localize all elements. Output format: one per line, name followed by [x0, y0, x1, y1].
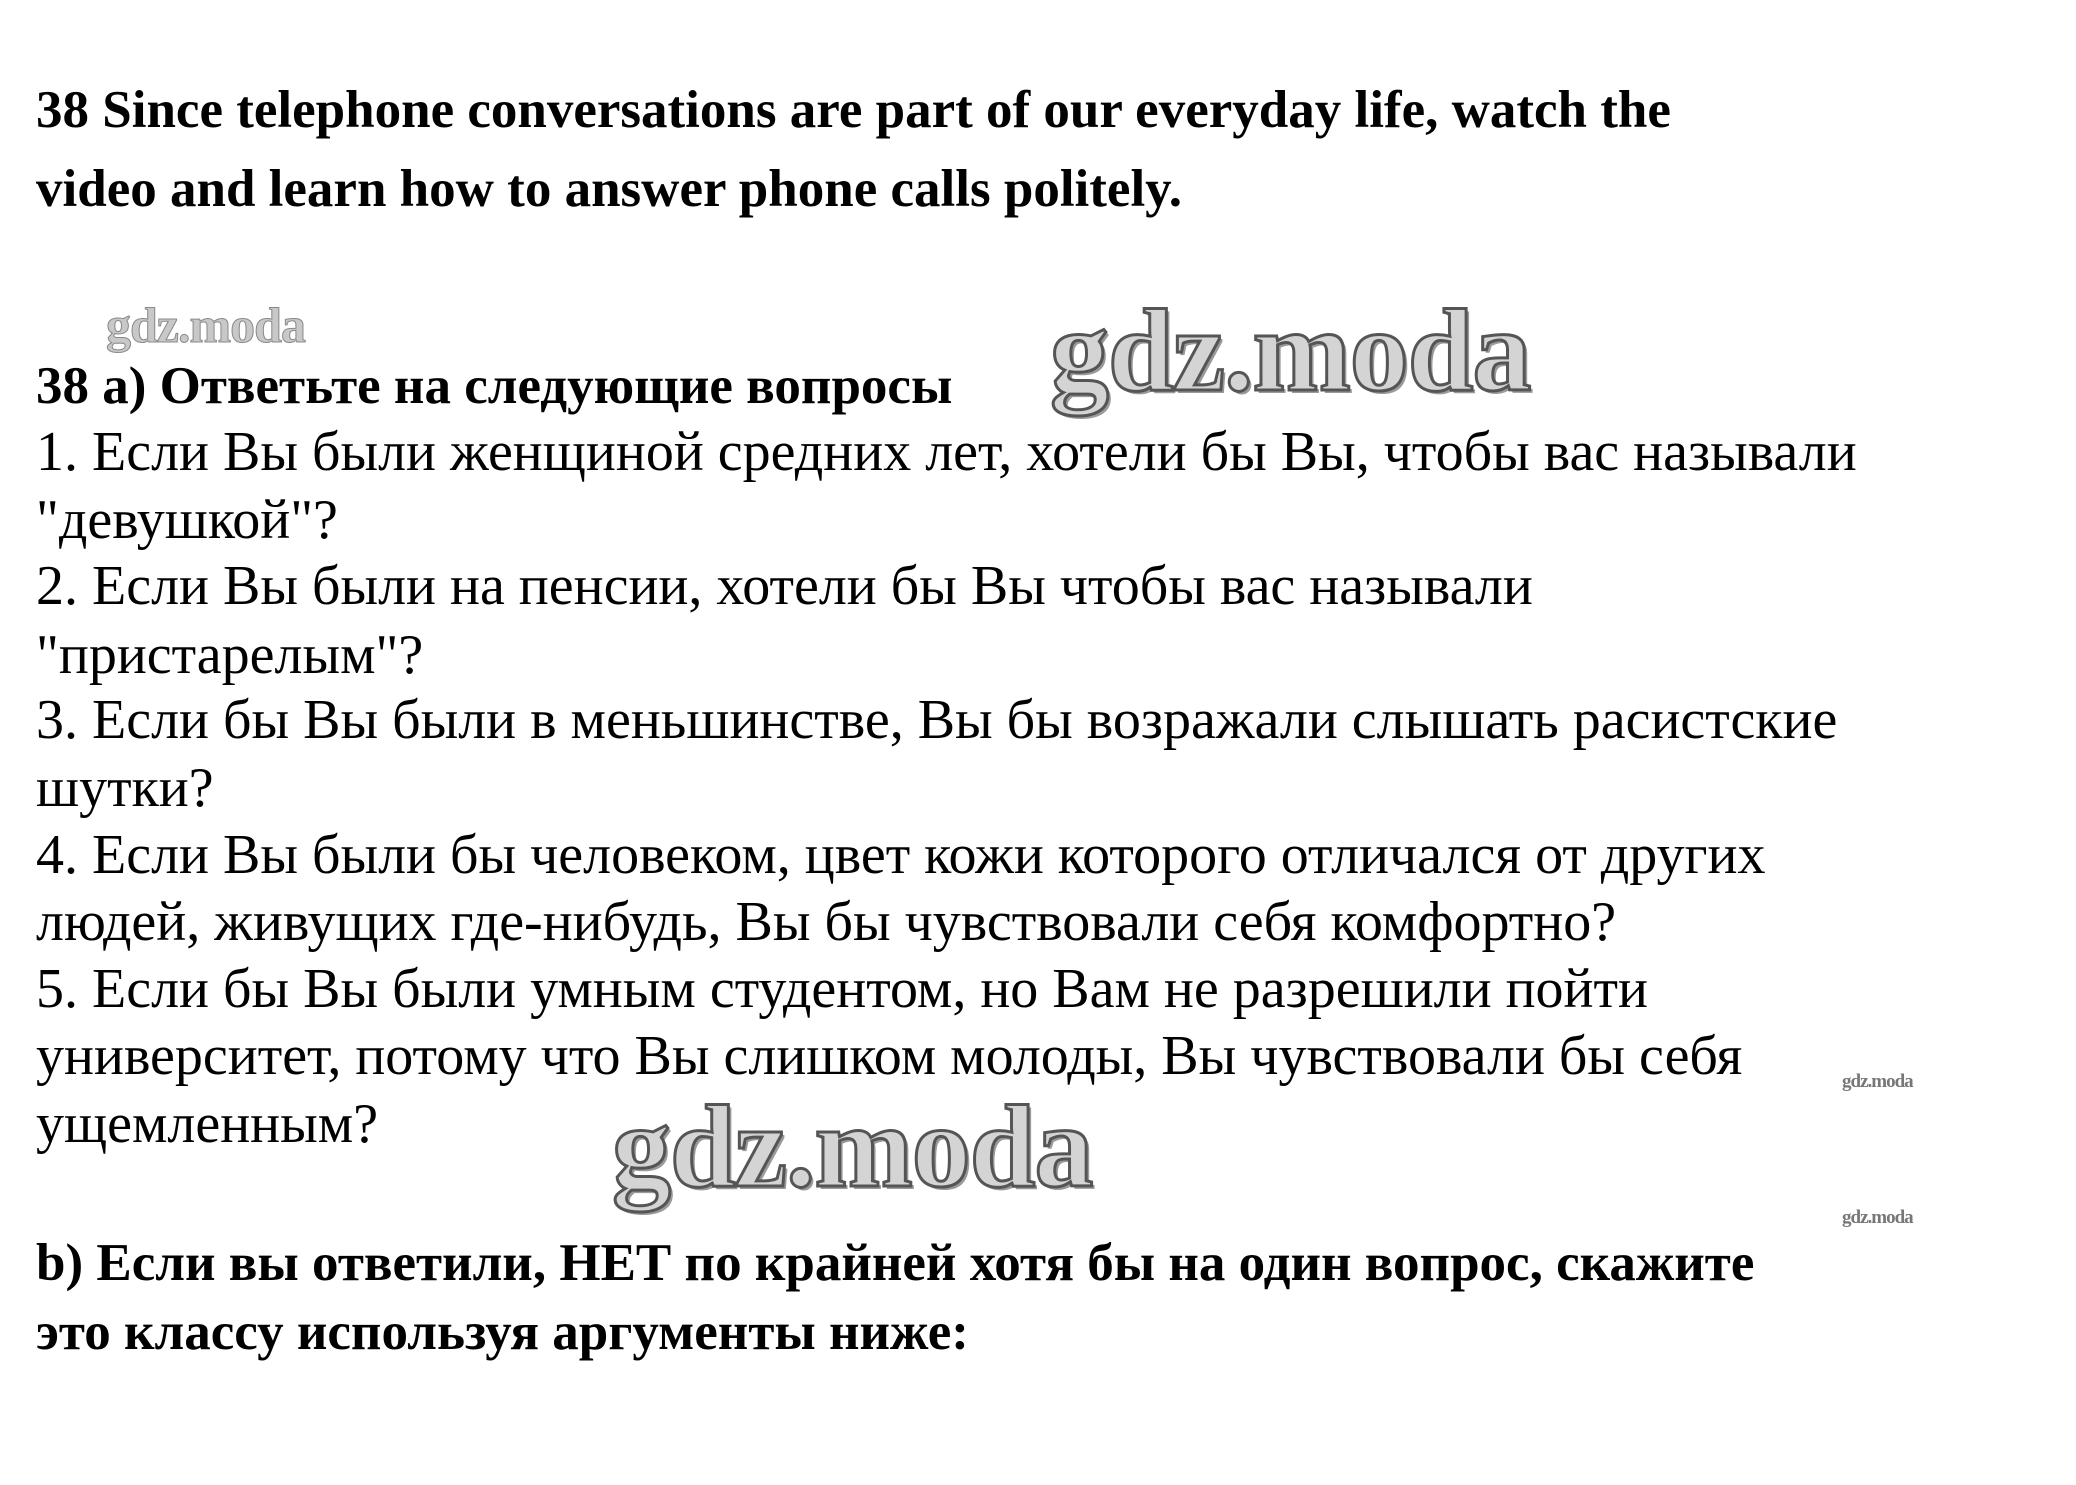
watermark-tiny-right-1: gdz.moda: [1842, 1071, 1913, 1092]
question-line: 4. Если Вы были бы человеком, цвет кожи которого отличался от других: [36, 824, 1766, 886]
question-line: 3. Если бы Вы были в меньшинстве, Вы бы возражали слышать расистские: [36, 689, 1838, 751]
question-line: "девушкой"?: [36, 489, 338, 551]
heading-line-2: video and learn how to answer phone calls politely.: [36, 160, 1182, 218]
question-line: университет, потому что Вы слишком молоды, Вы чувствовали бы себя: [36, 1025, 1743, 1087]
question-line: 1. Если Вы были женщиной средних лет, хотели бы Вы, чтобы вас называли: [36, 421, 1857, 483]
question-line: 5. Если бы Вы были умным студентом, но Вам не разрешили пойти: [36, 958, 1648, 1020]
section-b-line-2: это классу используя аргументы ниже:: [36, 1303, 969, 1361]
watermark-large-bottom: gdz.moda: [612, 1081, 1093, 1212]
question-line: ущемленным?: [36, 1093, 379, 1155]
watermark-tiny-right-2: gdz.moda: [1842, 1207, 1913, 1228]
heading-line-1: 38 Since telephone conversations are part of our everyday life, watch the: [36, 81, 1671, 139]
watermark-small-top: gdz.moda: [106, 297, 305, 353]
section-a-title: 38 а) Ответьте на следующие вопросы: [36, 357, 953, 415]
question-line: "пристарелым"?: [36, 624, 424, 686]
question-line: людей, живущих где-нибудь, Вы бы чувствовали себя комфортно?: [36, 891, 1617, 953]
question-line: 2. Если Вы были на пенсии, хотели бы Вы чтобы вас называли: [36, 555, 1533, 617]
section-b-line-1: b) Если вы ответили, НЕТ по крайней хотя бы на один вопрос, скажите: [36, 1234, 1755, 1292]
question-line: шутки?: [36, 757, 214, 819]
watermark-large-top: gdz.moda: [1050, 285, 1531, 416]
